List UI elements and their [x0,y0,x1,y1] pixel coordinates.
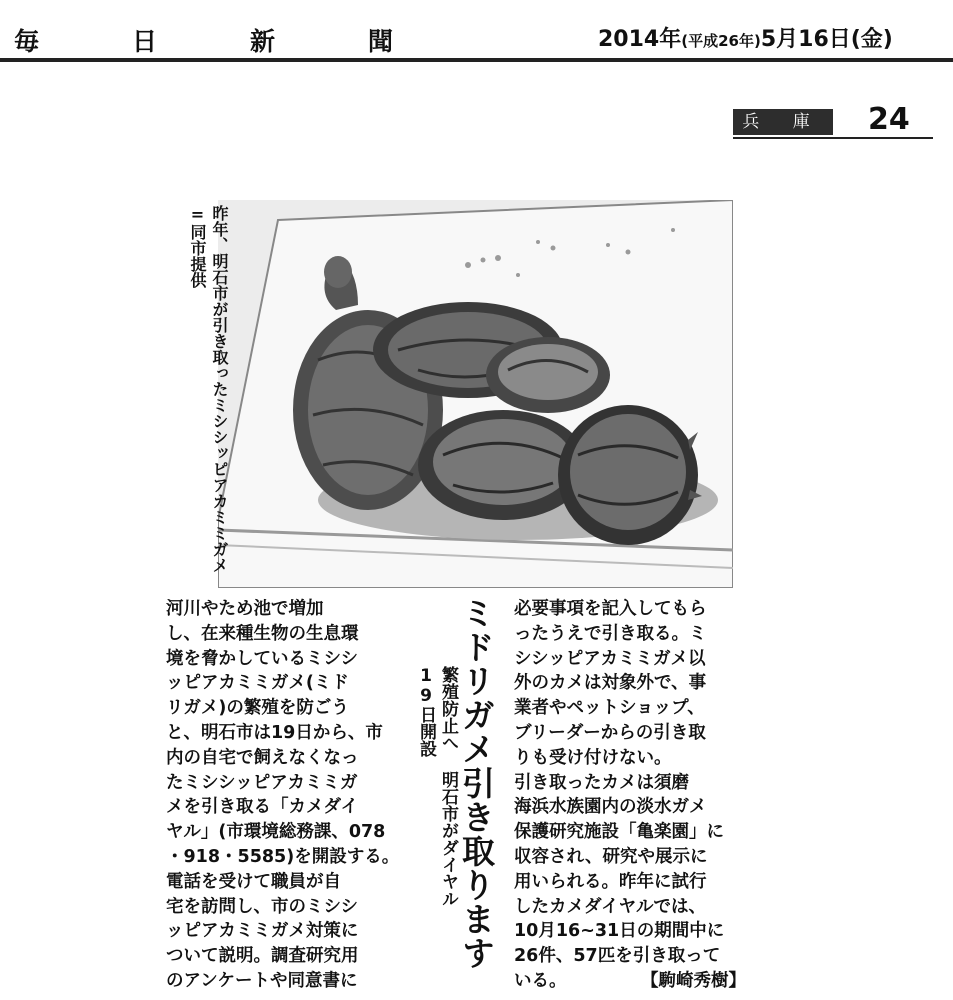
article-body-left [166,597,406,994]
masthead-char: 新 [250,27,276,56]
body-line: 保護研究施設「亀楽園」に [514,822,724,843]
body-line: シシッピアカミミガメ以 [514,648,706,669]
body-line: ・918・5585)を開設する。 [166,846,400,867]
body-line: 引き取ったカメは須磨 [514,772,689,793]
masthead-name [14,22,486,58]
body-line: ヤル」(市環境総務課、078 [166,822,386,843]
body-line: したカメダイヤルでは、 [514,896,706,917]
body-line: 必要事項を記入してもら [514,599,707,619]
body-line: 電話を受けて職員が自 [166,871,341,892]
body-line: ッピアカミミガメ(ミド [166,673,349,694]
body-line: リガメ)の繁殖を防ごう [166,698,349,719]
body-line: 河川やため池で増加 [166,599,324,619]
body-line: 海浜水族園内の淡水ガメ [514,797,707,818]
body-line: と、明石市は19日から、市 [166,722,383,743]
masthead-char: 聞 [368,27,394,56]
section-rule [733,137,933,139]
section-tag: 兵 庫 [733,109,833,135]
turtles-photo [218,200,733,588]
body-line: たミシシッピアカミミガ [166,772,358,793]
body-line: 境を脅かしているミシシ [166,648,359,669]
body-line: 宅を訪問し、市のミシシ [166,896,359,917]
body-line: 収容され、研究や展示に [514,846,708,867]
body-last-text: いる。 [514,970,567,991]
body-line: 26件、57匹を引き取って [514,946,721,967]
body-line: ブリーダーからの引き取 [514,722,706,743]
body-line: 内の自宅で飼えなくなっ [166,747,359,768]
body-line: ついて説明。調査研究用 [166,946,359,967]
body-line: メを引き取る「カメダイ [166,797,359,818]
body-line: りも受け付けない。 [514,747,672,768]
byline: 【駒崎秀樹】 [641,970,746,991]
body-line: 10月16~31日の期間中に [514,921,725,942]
body-line-last [514,969,746,994]
masthead-rule [0,58,953,62]
page-number: 24 [868,102,910,137]
date-main: 2014年 [598,27,682,52]
article-subhead: 繁殖防止へ 明石市がダイヤル 19日開設 [416,666,458,907]
masthead-char: 毎 [14,27,40,56]
date-era: (平成26年) [681,32,761,50]
body-line: 業者やペットショップ、 [514,698,705,719]
body-line: のアンケートや同意書に [166,970,358,991]
photo-caption: 昨年、明石市が引き取ったミシシッピアカミミガメ =同市提供 [188,205,229,573]
body-line: 用いられる。昨年に試行 [514,871,707,892]
body-line: ったうえで引き取る。ミ [514,623,707,644]
article-headline: ミドリガメ引き取ります [457,596,496,970]
date-rest: 5月16日(金) [760,27,893,52]
masthead-date [598,22,893,53]
masthead-char: 日 [132,27,158,56]
body-line: し、在来種生物の生息環 [166,623,359,644]
body-line: ッピアカミミガメ対策に [166,921,359,942]
body-line: 外のカメは対象外で、事 [514,673,707,694]
article-body-right [514,597,746,994]
